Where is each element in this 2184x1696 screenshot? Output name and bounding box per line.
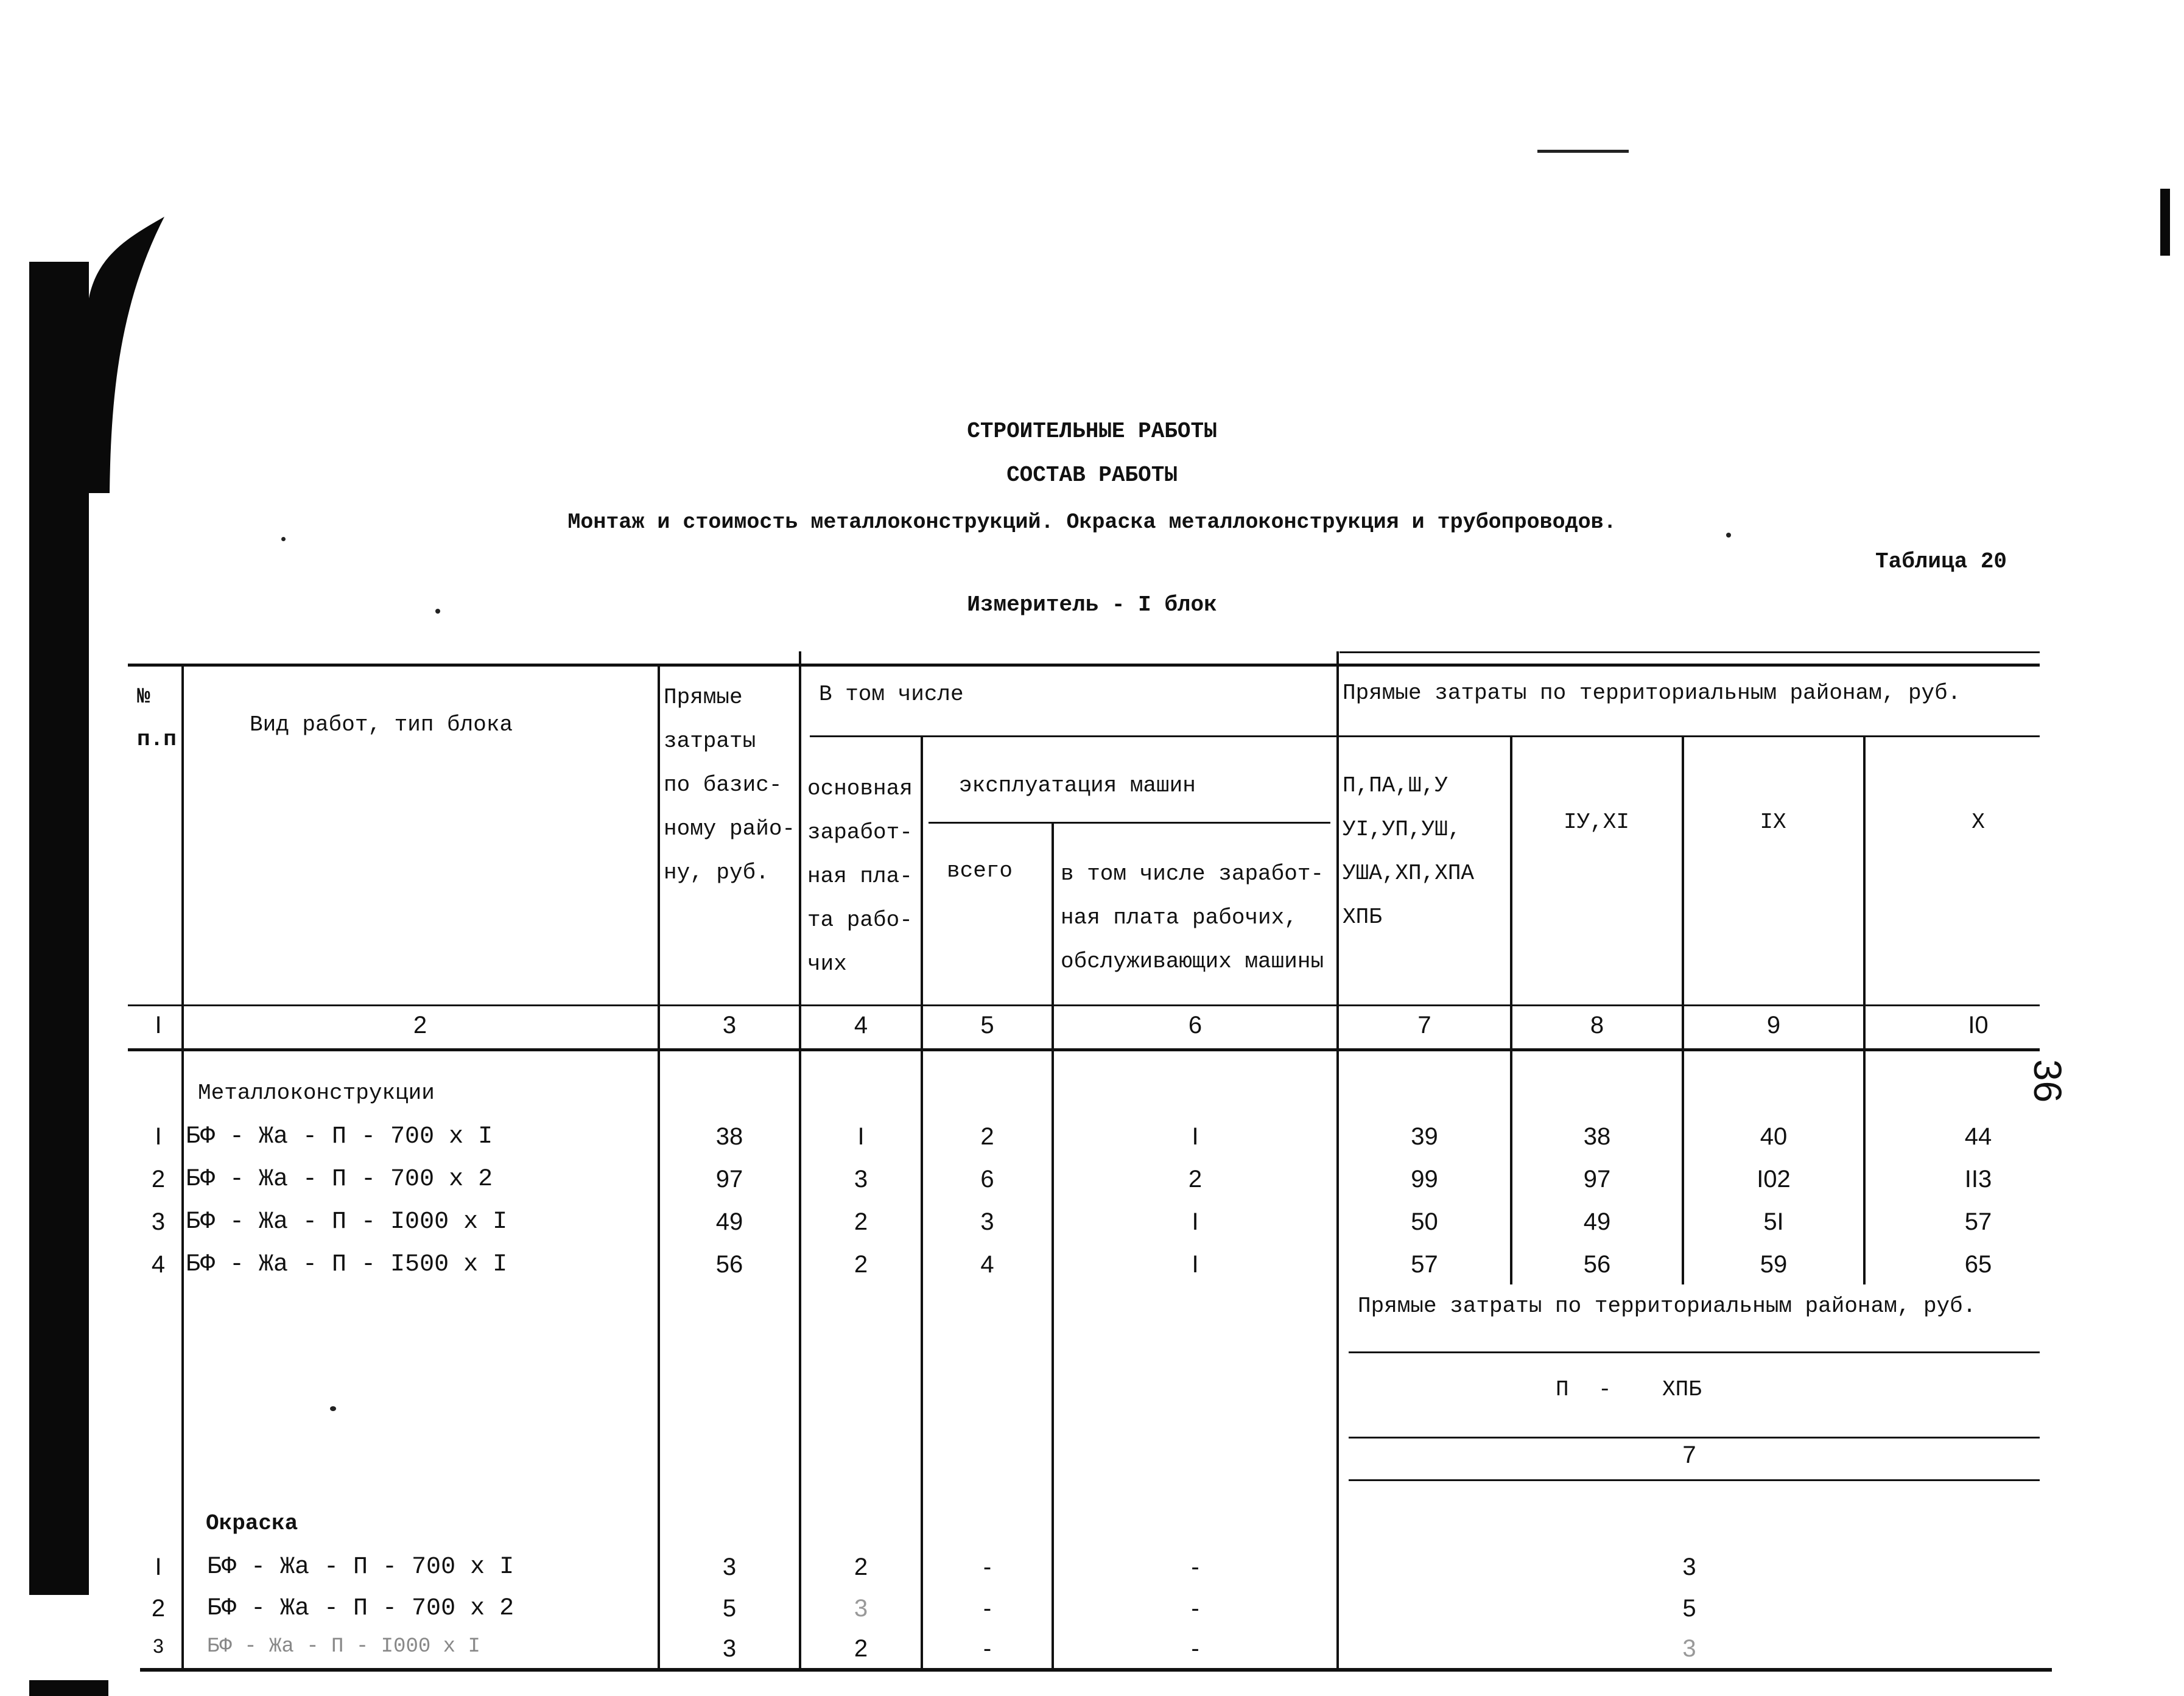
territorial-top-rule: [1340, 651, 2040, 653]
col-territorial-header: Прямые затраты по территориальным районам, руб.: [1343, 681, 1961, 706]
row-number: 2: [151, 1166, 166, 1193]
subheader-rule: [1349, 1351, 2040, 1353]
col-machines-total-header: всего: [947, 858, 1013, 883]
cell-basic-wages: 2: [854, 1635, 868, 1662]
cell-machines-total: 2: [980, 1123, 994, 1150]
col-number: 5: [980, 1012, 994, 1039]
cell-region4: 65: [1964, 1251, 1992, 1278]
cell-direct-cost: 3: [722, 1635, 737, 1662]
col-including-header: В том числе: [819, 682, 964, 707]
table-label: Таблица 20: [1875, 549, 2007, 574]
col-separator: [1336, 651, 1339, 1668]
cell-region4: 44: [1964, 1123, 1992, 1150]
row-number: I: [155, 1554, 162, 1580]
col-num-header: № п.п: [137, 684, 177, 752]
cell-region1: 39: [1411, 1123, 1438, 1150]
cell-region1: 50: [1411, 1208, 1438, 1235]
cell-machine-wages: 2: [1188, 1166, 1203, 1193]
cell-basic-wages: 3: [854, 1595, 868, 1622]
cell-basic-wages: I: [857, 1123, 865, 1150]
col-numbers-rule: [128, 1048, 2040, 1051]
col-separator: [799, 651, 801, 1668]
cell-machine-wages: -: [1191, 1635, 1199, 1662]
col-machine-wages-header: в том числе заработ- ная плата рабочих, обслуживающих машины: [1061, 861, 1324, 974]
machines-rule: [929, 822, 1330, 824]
row-number: 4: [151, 1251, 166, 1278]
subheader-rule: [1349, 1437, 2040, 1438]
scan-bottom-edge: [29, 1680, 108, 1696]
cell-direct-cost: 56: [715, 1251, 743, 1278]
cell-region4: 57: [1964, 1208, 1992, 1235]
row-name: БФ - Жа - П - I000 х I: [186, 1208, 508, 1236]
cell-region1: 57: [1411, 1251, 1438, 1278]
cell-direct-cost: 49: [715, 1208, 743, 1235]
cell-basic-wages: 2: [854, 1208, 868, 1235]
page-number: 36: [2026, 1059, 2070, 1103]
cell-region-all: 5: [1682, 1595, 1696, 1622]
cell-machines-total: -: [983, 1595, 992, 1622]
col-number: 9: [1766, 1012, 1781, 1039]
row-name: БФ - Жа - П - 700 х I: [186, 1123, 493, 1151]
col-region4-header: X: [1972, 810, 1985, 835]
row-number: 2: [151, 1595, 166, 1622]
subheader-rule: [1349, 1479, 2040, 1481]
cell-direct-cost: 5: [722, 1595, 737, 1622]
col-separator: [1052, 822, 1054, 1668]
cell-region2: 49: [1583, 1208, 1611, 1235]
row-number: 3: [153, 1635, 164, 1657]
col-number: 4: [854, 1012, 868, 1039]
col-number: 3: [722, 1012, 737, 1039]
row-number: I: [155, 1123, 162, 1150]
cell-machines-total: 6: [980, 1166, 994, 1193]
col-basic-wages-header: основная заработ- ная пла- та рабо- чих: [807, 776, 913, 976]
subheader-title: Прямые затраты по территориальным районам, руб.: [1358, 1294, 1976, 1319]
row-name: БФ - Жа - П - 700 х I: [207, 1554, 514, 1581]
cell-region3: I02: [1757, 1166, 1791, 1193]
cell-machine-wages: -: [1191, 1595, 1199, 1622]
subheader-range-from: П: [1556, 1377, 1569, 1402]
scan-speck: [281, 537, 286, 541]
cell-region-all: 3: [1682, 1554, 1696, 1580]
col-machines-header: эксплуатация машин: [959, 773, 1196, 798]
subheader-range-dash: -: [1598, 1377, 1612, 1402]
cell-region2: 56: [1583, 1251, 1611, 1278]
row-name: БФ - Жа - П - 700 х 2: [207, 1595, 514, 1622]
table-bottom-rule: [140, 1668, 2052, 1672]
cell-machines-total: 3: [980, 1208, 994, 1235]
cell-machine-wages: I: [1192, 1208, 1199, 1235]
row-name: БФ - Жа - П - I500 х I: [186, 1251, 508, 1278]
including-rule: [810, 735, 2040, 737]
cell-direct-cost: 38: [715, 1123, 743, 1150]
row-name: БФ - Жа - П - 700 х 2: [186, 1166, 493, 1193]
scan-right-mark: [2160, 189, 2170, 256]
col-number: 2: [413, 1012, 427, 1039]
scan-top-dash: [1537, 150, 1629, 153]
subtitle: СОСТАВ РАБОТЫ: [1006, 463, 1178, 488]
col-work-type-header: Вид работ, тип блока: [250, 712, 513, 737]
col-number: 7: [1417, 1012, 1431, 1039]
section-heading-paint: Окраска: [206, 1511, 298, 1536]
cell-region4: II3: [1964, 1166, 1992, 1193]
cell-region3: 40: [1760, 1123, 1788, 1150]
cell-machine-wages: I: [1192, 1251, 1199, 1278]
cell-region3: 59: [1760, 1251, 1788, 1278]
scan-speck: [330, 1406, 336, 1411]
cell-basic-wages: 2: [854, 1251, 868, 1278]
cell-region3: 5I: [1763, 1208, 1784, 1235]
col-region1-header: П,ПА,Ш,У УI,УП,УШ, УША,ХП,ХПА ХПБ: [1343, 773, 1475, 930]
cell-region-all: 3: [1682, 1635, 1696, 1662]
cell-machines-total: -: [983, 1554, 992, 1580]
cell-machine-wages: I: [1192, 1123, 1199, 1150]
col-separator: [181, 664, 184, 1668]
subheader-col-number: 7: [1682, 1442, 1696, 1468]
measure-unit: Измеритель - I блок: [967, 592, 1217, 617]
cell-machines-total: 4: [980, 1251, 994, 1278]
cell-basic-wages: 2: [854, 1554, 868, 1580]
row-number: 3: [151, 1208, 166, 1235]
col-number: 8: [1590, 1012, 1604, 1039]
col-number: I: [155, 1012, 162, 1039]
scan-left-curl: [61, 213, 170, 493]
cell-machine-wages: -: [1191, 1554, 1199, 1580]
cell-region2: 97: [1583, 1166, 1611, 1193]
cell-region1: 99: [1411, 1166, 1438, 1193]
col-number: 6: [1188, 1012, 1203, 1039]
document-description: Монтаж и стоимость металлоконструкций. Окраска металлоконструкция и трубопроводов.: [567, 510, 1617, 534]
col-direct-costs-header: Прямые затраты по базис- ному райо- ну, руб.: [664, 685, 796, 885]
col-separator: [921, 737, 923, 1668]
col-region2-header: IУ,XI: [1563, 810, 1630, 835]
subheader-range-to: ХПБ: [1662, 1377, 1702, 1402]
table-top-rule: [128, 664, 2040, 667]
header-bottom-rule: [128, 1004, 2040, 1006]
cell-machines-total: -: [983, 1635, 992, 1662]
cell-direct-cost: 3: [722, 1554, 737, 1580]
col-number: I0: [1968, 1012, 1989, 1039]
cell-basic-wages: 3: [854, 1166, 868, 1193]
section-title: СТРОИТЕЛЬНЫЕ РАБОТЫ: [967, 419, 1217, 444]
cell-region2: 38: [1583, 1123, 1611, 1150]
cell-direct-cost: 97: [715, 1166, 743, 1193]
section-heading-metal: Металлоконструкции: [198, 1081, 435, 1106]
col-region3-header: IX: [1760, 810, 1786, 835]
row-name: БФ - Жа - П - I000 х I: [207, 1635, 480, 1658]
